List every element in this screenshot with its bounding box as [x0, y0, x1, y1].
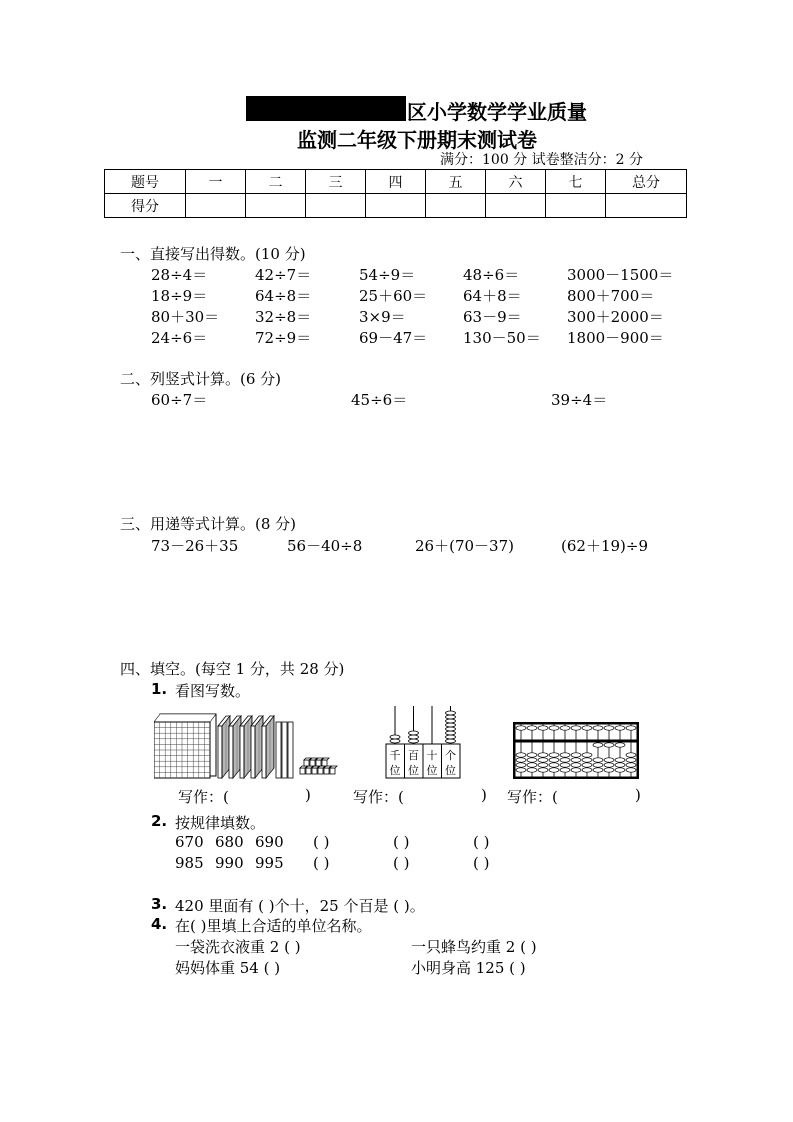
sequence-number: 990	[215, 854, 244, 872]
suanpan-bead	[549, 763, 559, 767]
suanpan-bead	[571, 726, 581, 730]
write-close: )	[481, 786, 487, 804]
problem: 54÷9＝	[359, 266, 416, 284]
suanpan-bead	[516, 726, 526, 730]
write-close: )	[635, 786, 641, 804]
suanpan-bead	[593, 726, 603, 730]
suanpan-bead	[560, 753, 570, 757]
write-label: 写作：(	[178, 788, 229, 806]
base-ten-blocks-figure	[154, 712, 340, 780]
score-header-cell: 一	[186, 170, 246, 194]
abacus-bead	[446, 735, 456, 739]
title-line-2: 监测二年级下册期末测试卷	[297, 128, 537, 152]
suanpan-bead	[615, 726, 625, 730]
abacus-bead	[446, 739, 456, 743]
question-number: 1.	[151, 680, 168, 698]
problem: 73－26＋35	[151, 537, 239, 555]
abacus-bead	[390, 739, 400, 743]
write-label: 写作：(	[353, 788, 404, 806]
suanpan-bead	[571, 763, 581, 767]
unit-cube	[322, 760, 327, 766]
score-header-cell: 六	[486, 170, 546, 194]
sequence-number: 680	[215, 833, 244, 851]
problem: 1800－900＝	[567, 329, 664, 347]
suanpan-bead	[582, 758, 592, 762]
suanpan-bead	[615, 768, 625, 772]
question-number: 2.	[151, 812, 168, 830]
suanpan-bead	[538, 753, 548, 757]
suanpan-bead	[604, 758, 614, 762]
problem: 64÷8＝	[255, 287, 312, 305]
ten-rod	[282, 722, 287, 778]
suanpan-bead	[593, 768, 603, 772]
suanpan-bead	[538, 758, 548, 762]
suanpan-bead	[582, 753, 592, 757]
unit-item: 妈妈体重 54 ( )	[175, 959, 281, 977]
question-text: 按规律填数。	[175, 814, 266, 832]
suanpan-bead	[626, 726, 636, 730]
abacus-label: 千	[389, 749, 401, 762]
problem: 24÷6＝	[151, 329, 208, 347]
abacus-label: 十	[426, 749, 438, 762]
suanpan-bead	[527, 726, 537, 730]
problem: 800＋700＝	[567, 287, 655, 305]
suanpan-bead	[593, 758, 603, 762]
suanpan-bead	[604, 743, 614, 747]
problem: (62＋19)÷9	[561, 537, 648, 555]
unit-cube	[316, 760, 321, 766]
problem: 26＋(70－37)	[415, 537, 514, 555]
unit-cube	[312, 768, 317, 774]
score-header-cell: 总分	[606, 170, 687, 194]
score-table-header-row	[105, 170, 687, 194]
problem: 64＋8＝	[463, 287, 522, 305]
score-cell[interactable]	[306, 194, 366, 218]
problem: 69－47＝	[359, 329, 428, 347]
suanpan-bead	[549, 758, 559, 762]
unit-item: 一只蜂鸟约重 2 ( )	[411, 938, 537, 956]
hundred-flat	[229, 726, 233, 778]
score-cell[interactable]	[426, 194, 486, 218]
score-header-cell: 三	[306, 170, 366, 194]
score-header-cell: 二	[246, 170, 306, 194]
unit-cube	[300, 768, 305, 774]
hundred-flat	[262, 726, 266, 778]
score-header-cell: 五	[426, 170, 486, 194]
score-cell[interactable]	[366, 194, 426, 218]
problem: 130－50＝	[463, 329, 541, 347]
suanpan-bead	[571, 758, 581, 762]
unit-cube	[304, 760, 309, 766]
suanpan-bead	[593, 743, 603, 747]
answer-blank[interactable]: ( )	[393, 854, 410, 872]
question-number: 4.	[151, 915, 168, 933]
problem: 72÷9＝	[255, 329, 312, 347]
problem: 25＋60＝	[359, 287, 428, 305]
abacus-bead	[390, 735, 400, 739]
suanpan-bead	[538, 768, 548, 772]
question-text: 在( )里填上合适的单位名称。	[175, 917, 372, 935]
redacted-region	[246, 96, 406, 121]
suanpan-bead	[527, 763, 537, 767]
score-row-label: 得分	[105, 194, 186, 218]
problem: 300＋2000＝	[567, 308, 664, 326]
unit-cube	[330, 768, 335, 774]
sequence-number: 995	[255, 854, 284, 872]
score-table	[104, 169, 687, 218]
unit-cube	[306, 768, 311, 774]
suanpan-bead	[604, 763, 614, 767]
answer-blank[interactable]: ( )	[473, 833, 490, 851]
abacus-label: 百	[408, 749, 419, 762]
ten-rod	[288, 722, 293, 778]
score-cell[interactable]	[486, 194, 546, 218]
abacus-label: 位	[389, 764, 401, 777]
suanpan-bead	[582, 726, 592, 730]
hundred-flat	[251, 726, 255, 778]
abacus-bead	[446, 715, 456, 719]
problem: 3000－1500＝	[567, 266, 674, 284]
suanpan-bead	[516, 768, 526, 772]
suanpan-bead	[516, 753, 526, 757]
suanpan-bead	[549, 768, 559, 772]
hundred-square-stack	[154, 714, 216, 778]
suanpan-bead	[516, 758, 526, 762]
answer-blank[interactable]: ( )	[473, 854, 490, 872]
suanpan-bead	[549, 726, 559, 730]
suanpan-bead	[604, 726, 614, 730]
problem: 42÷7＝	[255, 266, 312, 284]
score-cell[interactable]	[606, 194, 687, 218]
suanpan-bead	[582, 763, 592, 767]
abacus-label: 位	[445, 764, 456, 777]
unit-cubes	[276, 722, 337, 778]
sequence-number: 985	[175, 854, 204, 872]
answer-blank[interactable]: ( )	[393, 833, 410, 851]
problem: 39÷4＝	[551, 391, 608, 409]
suanpan-bead	[626, 768, 636, 772]
suanpan-bead	[604, 768, 614, 772]
abacus-bead	[446, 727, 456, 731]
problem: 80＋30＝	[151, 308, 220, 326]
problem: 18÷9＝	[151, 287, 208, 305]
sequence-number: 670	[175, 833, 204, 851]
section-1-title: 一、直接写出得数。(10 分)	[120, 245, 306, 263]
suanpan-bead	[582, 768, 592, 772]
score-header-cell: 七	[546, 170, 606, 194]
suanpan-bead	[626, 758, 636, 762]
suanpan-bead	[527, 768, 537, 772]
unit-cube	[324, 768, 329, 774]
ten-rod	[276, 722, 281, 778]
place-value-abacus-figure	[384, 704, 464, 780]
score-header-cell: 四	[366, 170, 426, 194]
suanpan-bead	[615, 758, 625, 762]
problem: 28÷4＝	[151, 266, 208, 284]
problem: 48÷6＝	[463, 266, 520, 284]
suanpan-bead	[538, 726, 548, 730]
score-cell[interactable]	[246, 194, 306, 218]
abacus-bead	[446, 723, 456, 727]
problem: 45÷6＝	[351, 391, 408, 409]
suanpan-bead	[593, 763, 603, 767]
score-cell[interactable]	[186, 194, 246, 218]
problem: 63－9＝	[463, 308, 522, 326]
suanpan-figure	[513, 722, 639, 779]
score-header-cell: 题号	[105, 170, 186, 194]
score-meta: 满分：100 分 试卷整洁分：2 分	[440, 152, 643, 168]
section-2-title: 二、列竖式计算。(6 分)	[120, 370, 282, 388]
abacus-bead	[446, 731, 456, 735]
suanpan-bead	[626, 753, 636, 757]
problem: 32÷8＝	[255, 308, 312, 326]
unit-item: 小明身高 125 ( )	[411, 959, 526, 977]
title-line-1: 区小学数学学业质量	[407, 100, 587, 124]
sequence-number: 690	[255, 833, 284, 851]
problem: 3×9＝	[359, 308, 406, 326]
answer-blank[interactable]: ( )	[313, 833, 330, 851]
write-close: )	[305, 786, 311, 804]
suanpan-bead	[560, 763, 570, 767]
unit-item: 一袋洗衣液重 2 ( )	[175, 938, 301, 956]
problem: 56－40÷8	[287, 537, 363, 555]
abacus-bead	[409, 735, 419, 739]
question-text: 420 里面有 ( )个十，25 个百是 ( )。	[175, 897, 425, 915]
abacus-bead	[446, 711, 456, 715]
score-cell[interactable]	[546, 194, 606, 218]
suanpan-bead	[571, 768, 581, 772]
hundred-flat	[218, 726, 222, 778]
suanpan-bead	[549, 753, 559, 757]
abacus-bead	[446, 719, 456, 723]
problem: 60÷7＝	[151, 391, 208, 409]
abacus-label: 位	[426, 764, 438, 777]
abacus-label: 个	[445, 749, 456, 762]
score-table-score-row	[105, 194, 687, 218]
answer-blank[interactable]: ( )	[313, 854, 330, 872]
suanpan-bead	[527, 753, 537, 757]
suanpan-bead	[615, 743, 625, 747]
abacus-bead	[409, 731, 419, 735]
suanpan-bead	[615, 763, 625, 767]
question-number: 3.	[151, 895, 168, 913]
suanpan-bead	[516, 763, 526, 767]
section-3-title: 三、用递等式计算。(8 分)	[120, 515, 297, 533]
question-text: 看图写数。	[175, 682, 251, 700]
hundred-flats	[218, 716, 274, 778]
unit-cube	[318, 768, 323, 774]
abacus-bead	[409, 739, 419, 743]
suanpan-bead	[626, 763, 636, 767]
write-label: 写作：(	[507, 788, 558, 806]
suanpan-bead	[571, 753, 581, 757]
abacus-label: 位	[408, 764, 419, 777]
section-4-title: 四、填空。(每空 1 分，共 28 分)	[120, 660, 345, 678]
suanpan-bead	[560, 758, 570, 762]
suanpan-bead	[560, 768, 570, 772]
hundred-flat	[240, 726, 244, 778]
unit-cube	[310, 760, 315, 766]
suanpan-bead	[527, 758, 537, 762]
suanpan-bead	[538, 763, 548, 767]
suanpan-bead	[560, 726, 570, 730]
